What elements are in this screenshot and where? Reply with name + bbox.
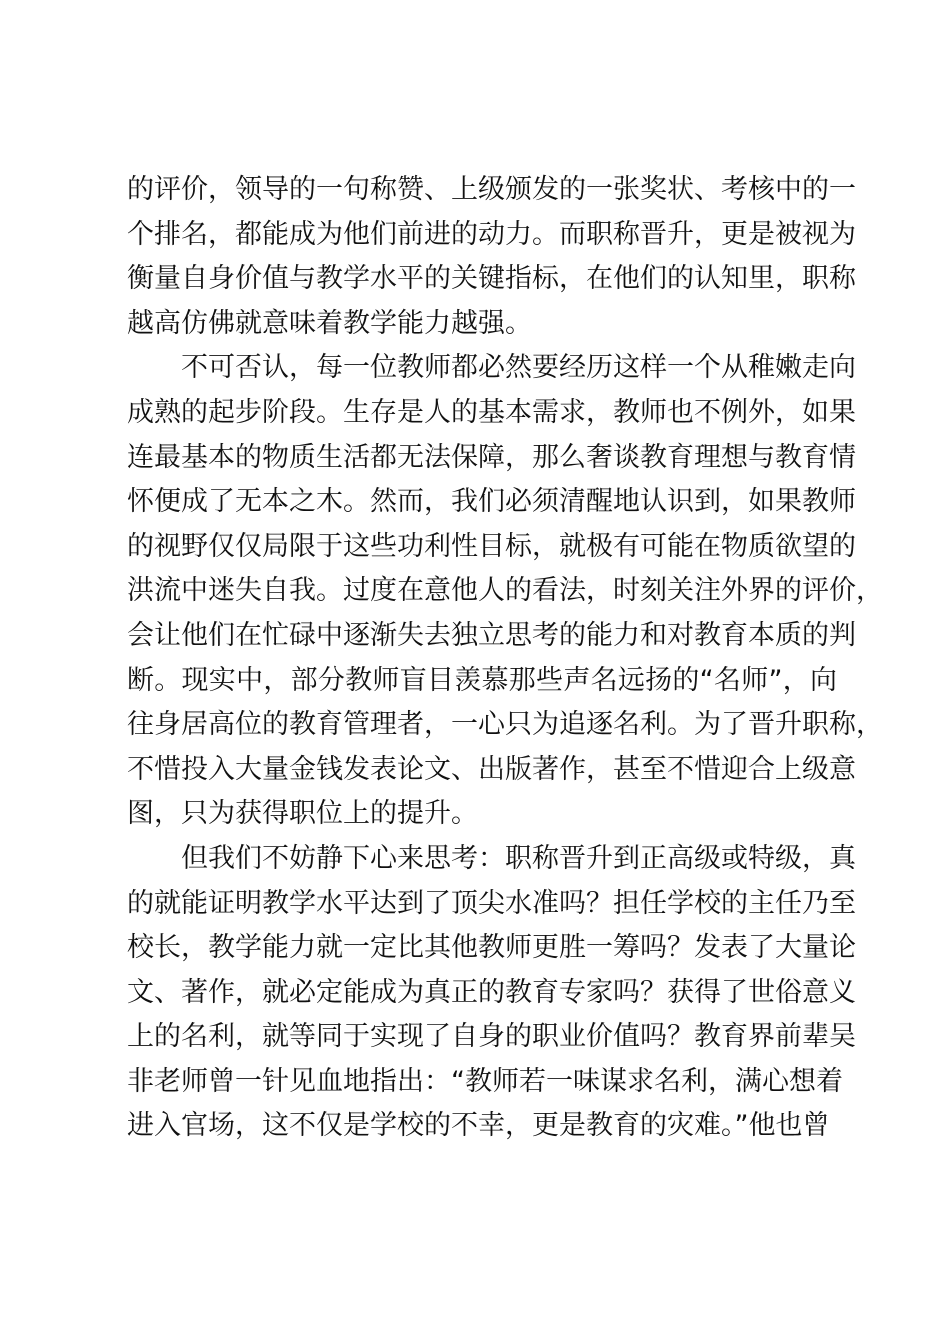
text-line: 文、著作，就必定能成为真正的教育专家吗？获得了世俗意义 <box>127 976 856 1008</box>
text-line: 往身居高位的教育管理者，一心只为追逐名利。为了晋升职称， <box>127 709 883 741</box>
paragraph-3 <box>127 837 856 1149</box>
text-line: 图，只为获得职位上的提升。 <box>127 798 478 830</box>
paragraph-1 <box>127 168 856 346</box>
text-line: 怀便成了无本之木。然而，我们必须清醒地认识到，如果教师 <box>127 486 856 518</box>
text-line: 不可否认，每一位教师都必然要经历这样一个从稚嫩走向 <box>181 352 856 384</box>
text-line: 校长，教学能力就一定比其他教师更胜一筹吗？发表了大量论 <box>127 932 856 964</box>
text-line: 越高仿佛就意味着教学能力越强。 <box>127 307 532 339</box>
text-line: 非老师曾一针见血地指出：“教师若一味谋求名利，满心想着 <box>127 1065 843 1097</box>
text-line: 上的名利，就等同于实现了自身的职业价值吗？教育界前辈吴 <box>127 1021 856 1053</box>
text-line: 的就能证明教学水平达到了顶尖水准吗？担任学校的主任乃至 <box>127 887 856 919</box>
text-line: 断。现实中，部分教师盲目羡慕那些声名远扬的“名师”，向 <box>127 664 837 696</box>
text-line: 进入官场，这不仅是学校的不幸，更是教育的灾难。”他也曾 <box>127 1110 830 1142</box>
text-line: 会让他们在忙碌中逐渐失去独立思考的能力和对教育本质的判 <box>127 619 856 651</box>
text-line: 但我们不妨静下心来思考：职称晋升到正高级或特级，真 <box>181 842 856 874</box>
paragraph-2 <box>127 346 883 837</box>
text-line: 连最基本的物质生活都无法保障，那么奢谈教育理想与教育情 <box>127 441 856 473</box>
text-line: 洪流中迷失自我。过度在意他人的看法，时刻关注外界的评价， <box>127 575 883 607</box>
text-line: 成熟的起步阶段。生存是人的基本需求，教师也不例外，如果 <box>127 396 856 428</box>
text-line: 衡量自身价值与教学水平的关键指标，在他们的认知里，职称 <box>127 263 856 295</box>
text-line: 的视野仅仅局限于这些功利性目标，就极有可能在物质欲望的 <box>127 530 856 562</box>
document-body <box>127 168 883 1149</box>
text-line: 个排名，都能成为他们前进的动力。而职称晋升，更是被视为 <box>127 218 856 250</box>
text-line: 不惜投入大量金钱发表论文、出版著作，甚至不惜迎合上级意 <box>127 753 856 785</box>
text-line: 的评价，领导的一句称赞、上级颁发的一张奖状、考核中的一 <box>127 174 856 205</box>
